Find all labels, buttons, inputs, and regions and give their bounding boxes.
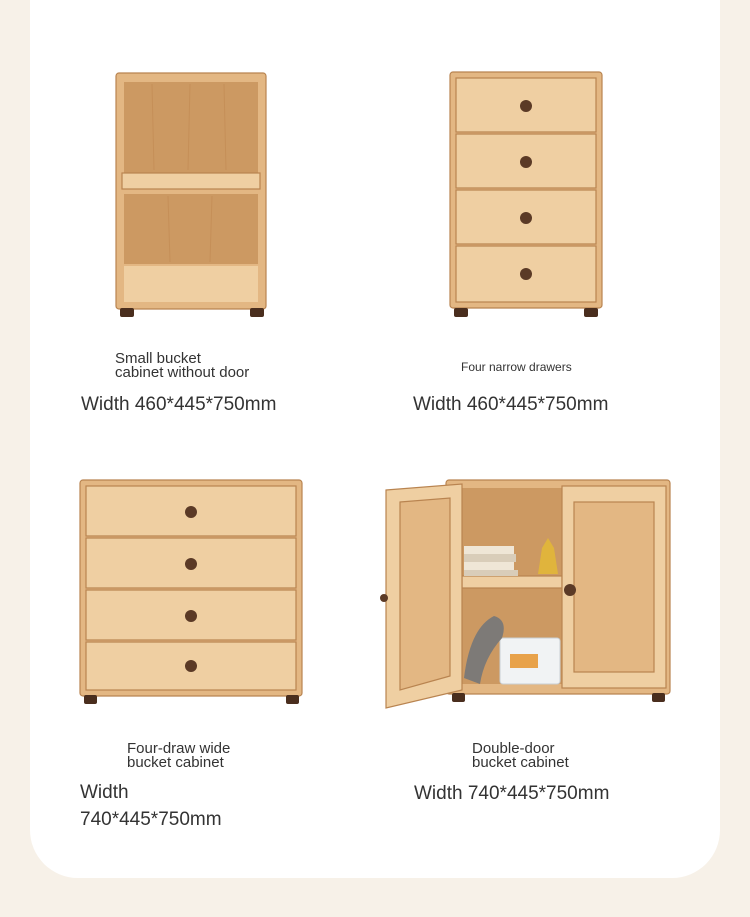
wide-drawer-chest-icon [78,478,306,708]
open-shelf-cabinet-icon [112,70,272,320]
product-caption: Four narrow drawers [461,360,572,374]
product-dimensions: Width 460*445*750mm [413,394,609,415]
double-door-cabinet-icon [378,478,674,714]
product-dimensions: Width 740*445*750mm [80,782,222,830]
product-caption: Four-draw wide bucket cabinet [127,740,231,771]
product-caption: Double-door bucket cabinet [472,740,569,771]
product-dimensions: Width 460*445*750mm [81,394,277,415]
product-caption: Small bucket cabinet without door [115,350,250,381]
narrow-drawer-chest-icon [448,70,606,320]
product-dimensions: Width 740*445*750mm [414,783,610,804]
